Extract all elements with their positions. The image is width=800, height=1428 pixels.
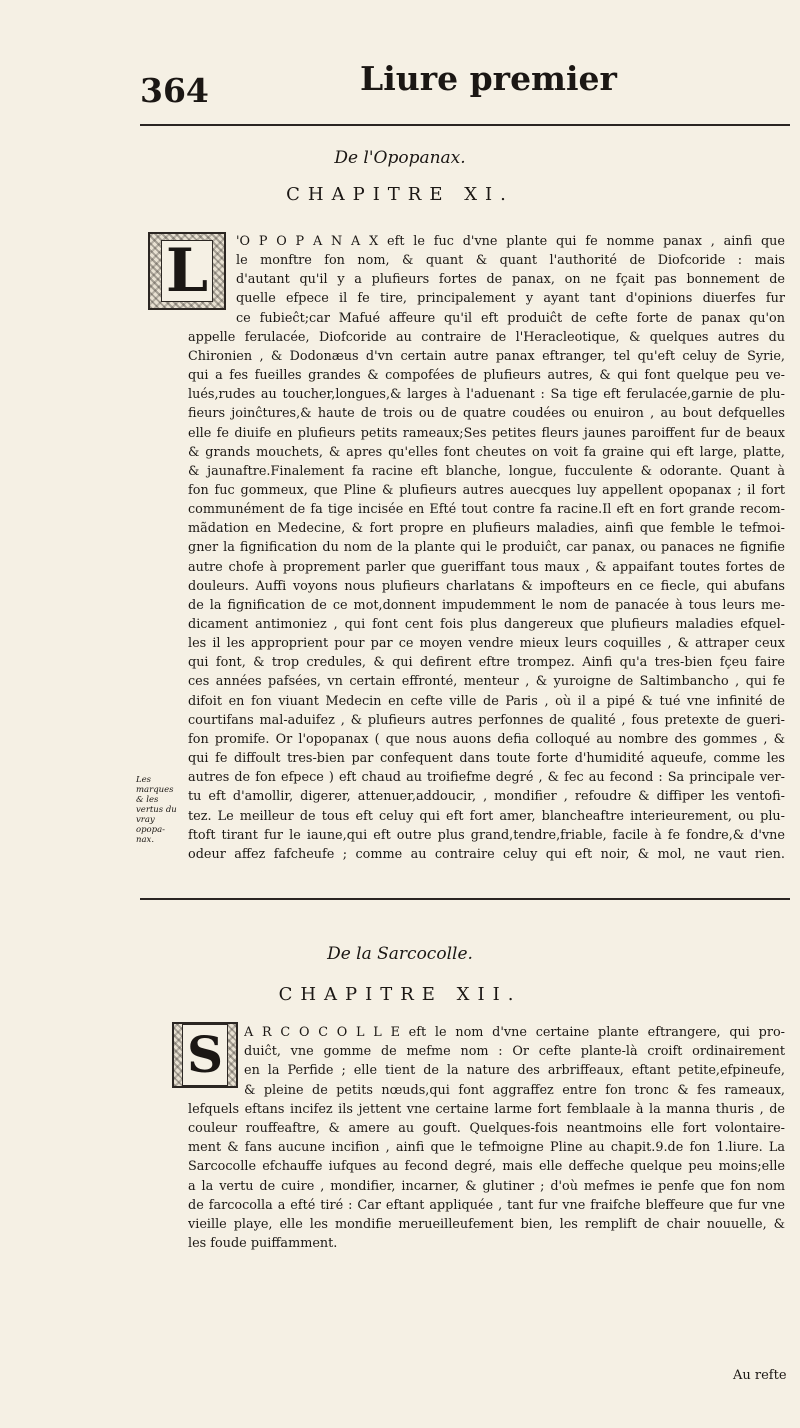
decorated-initial-s: S: [172, 1022, 238, 1088]
catchword: Au refte: [733, 1368, 787, 1383]
text-line: fon fuc gommeux, que Pline & plufieurs autres auecques luy appellent opopanax ; il fort: [188, 482, 785, 498]
text-line: Chironien , & Dodonæus d'vn certain autre panax eftranger, tel qu'eft celuy de Syrie,: [188, 348, 785, 364]
decorated-initial-l: L: [148, 232, 226, 310]
text-line: lefquels eftans incifez ils jettent vne certaine larme fort femblaale à la manna thuris , de: [188, 1101, 785, 1117]
chapter-heading-xi: CHAPITRE XI.: [286, 184, 514, 205]
text-line: odeur affez fafcheufe ; comme au contraire celuy qui eft noir, & mol, ne vaut rien.: [188, 846, 785, 862]
running-title: Liure premier: [360, 59, 617, 98]
text-line: autres de fon efpece ) eft chaud au troifiefme degré , & fec au fecond : Sa principale ver-: [188, 770, 785, 786]
text-line: douleurs. Auffi voyons nous plufieurs charlatans & impofteurs en ce fiecle, qui abufans: [188, 578, 785, 594]
text-line: duiĉt, vne gomme de mefme nom : Or cefte plante-là croift ordinairement: [244, 1044, 785, 1060]
text-line: ftoft tirant fur le iaune,qui eft outre plus grand,tendre,friable, facile à fe fondre,& d'vne: [188, 827, 785, 843]
text-line: appelle ferulacée, Diofcoride au contraire de l'Heracleotique, & quelques autres du: [188, 329, 785, 345]
text-line: d'autant qu'il y a plufieurs fortes de panax, on ne fçait pas bonnement de: [236, 272, 785, 288]
text-line: a la vertu de cuire , mondifier, incarner, & glutiner ; d'où mefmes ie penfe que fon nom: [188, 1178, 785, 1194]
header-rule: [140, 124, 790, 126]
section-title-sarcocolle: De la Sarcocolle.: [327, 944, 473, 964]
page-number: 364: [140, 71, 209, 110]
text-line: mãdation en Medecine, & fort propre en plufieurs maladies, ainfi que femble le tefmoi-: [188, 521, 785, 537]
text-line: qui a fes fueilles grandes & compofées de plufieurs autres, & qui font quelque peu ve-: [188, 368, 785, 384]
text-line: en la Perfide ; elle tient de la nature des arbriffeaux, eftant petite,efpineufe,: [244, 1063, 785, 1079]
text-line: elle fe diuife en plufieurs petits rameaux;Ses petites fleurs jaunes paroiffent fur de beaux: [188, 425, 785, 441]
text-line: communément de fa tige incisée en Efté tout contre fa racine.Il eft en fort grande recom-: [188, 502, 785, 518]
text-line: autre chofe à proprement parler que gueriffant tous maux , & appaifant toutes fortes de: [188, 559, 785, 575]
text-line: courtifans mal-aduifez , & plufieurs autres perfonnes de qualité , fous pretexte de gueri-: [188, 712, 785, 728]
text-line: & jaunaftre.Finalement fa racine eft blanche, longue, fucculente & odorante. Quant à: [188, 463, 785, 479]
text-line: qui fe diffoult tres-bien par confequent dans toute forte d'humidité aqueufe, comme les: [188, 751, 785, 767]
text-line: lués,rudes au toucher,longues,& larges à l'aduenant : Sa tige eft ferulacée,garnie de plu-: [188, 387, 785, 403]
text-line: & grands mouchets, & apres qu'elles font cheutes on voit fa graine qui eft large, platte,: [188, 444, 785, 460]
text-line: quelle efpece il fe tire, principalement y ayant tant d'opinions diuerfes fur: [236, 291, 785, 307]
text-line: de farcocolla a efté tiré : Car eftant appliquée , tant fur vne fraifche bleffeure que fur vne: [188, 1197, 785, 1213]
text-line: fon promife. Or l'opopanax ( que nous auons defia colloqué au nombre des gommes , &: [188, 731, 785, 747]
text-line: tu eft d'amollir, digerer, attenuer,addoucir, , mondifier , refoudre & diffiper les ventofi-: [188, 789, 785, 805]
margin-note: Les marques & les vertus du vray opopa- nax.: [136, 775, 177, 845]
text-line: difoit en fon viuant Medecin en cefte ville de Paris , où il a pipé & tué vne infinité de: [188, 693, 785, 709]
text-line: de la fignification de ce mot,donnent impudemment le nom de panacée à tous leurs me-: [188, 597, 785, 613]
text-line: le monftre fon nom, & quant & quant l'authorité de Diofcoride : mais: [236, 253, 785, 269]
text-line: tez. Le meilleur de tous eft celuy qui eft fort amer, blancheaftre interieurement, ou plu-: [188, 808, 785, 824]
text-line: A R C O C O L L E eft le nom d'vne certaine plante eftrangere, qui pro-: [244, 1025, 785, 1040]
text-line: ment & fans aucune incifion , ainfi que le tefmoigne Pline au chapit.9.de fon 1.liure. La: [188, 1140, 785, 1156]
text-line: fieurs joinĉtures,& haute de trois ou de quatre coudées ou enuiron , au bout defquelles: [188, 406, 785, 422]
text-line: ce fubieĉt;car Mafué affeure qu'il eft produiĉt de cefte forte de panax qu'on: [236, 310, 785, 326]
text-line: gner la fignification du nom de la plante qui le produiĉt, car panax, ou panaces ne fignifie: [188, 540, 785, 556]
section-divider-rule: [140, 898, 790, 900]
section-title-opopanax: De l'Opopanax.: [334, 148, 466, 168]
text-line: couleur rouffeaftre, & amere au gouft. Quelques-fois neantmoins elle fort volontaire-: [188, 1121, 785, 1136]
text-line: Sarcocolle efchauffe iufques au fecond degré, mais elle deffeche quelque peu moins;elle: [188, 1159, 785, 1175]
text-line: dicament antimoniez , qui font cent fois plus dangereux que plufieurs maladies efquel-: [188, 617, 785, 632]
text-line: les il les approprient pour par ce moyen vendre mieux leurs coquilles , & attraper ceux: [188, 636, 785, 652]
text-line: les foude puiffamment.: [188, 1236, 338, 1252]
text-line: & pleine de petits nœuds,qui font aggraffez entre fon tronc & fes rameaux,: [244, 1082, 785, 1098]
text-line: ces années pafsées, vn certain effronté, menteur , & yuroigne de Saltimbancho , qui fe: [188, 674, 785, 690]
text-line: qui font, & trop credules, & qui defirent eftre trompez. Ainfi qu'a tres-bien fçeu faire: [188, 655, 785, 671]
text-line: vieille playe, elle les mondifie merueilleufement bien, les remplift de chair nouuelle, &: [188, 1217, 785, 1232]
text-line: 'O P O P A N A X eft le fuc d'vne plante qui fe nomme panax , ainfi que: [236, 234, 785, 249]
chapter-heading-xii: CHAPITRE XII.: [278, 984, 522, 1005]
